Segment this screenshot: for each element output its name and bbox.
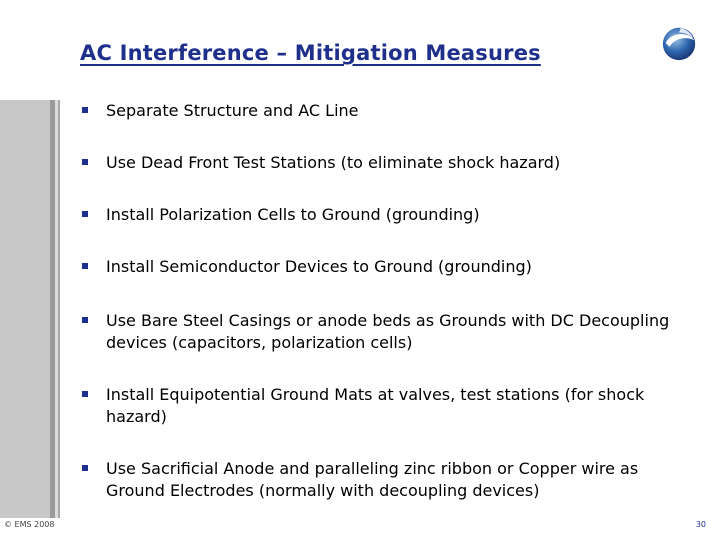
bullet-marker-icon — [82, 317, 88, 323]
bullet-text: Use Dead Front Test Stations (to eliminate shock hazard) — [106, 153, 561, 172]
bullet-marker-icon — [82, 211, 88, 217]
bullet-marker-icon — [82, 263, 88, 269]
bullet-text: Install Semiconductor Devices to Ground (grounding) — [106, 257, 532, 276]
bullet-item — [82, 256, 692, 278]
bullet-text: Use Sacrificial Anode and paralleling zinc ribbon or Copper wire as Ground Electrodes (normally with decoupling devices) — [106, 459, 639, 500]
left-decorative-stripe — [58, 100, 60, 518]
bullet-text: Install Polarization Cells to Ground (grounding) — [106, 205, 480, 224]
globe-swirl-icon — [660, 24, 698, 62]
bullet-item — [82, 310, 692, 354]
left-decorative-bar — [0, 100, 50, 518]
bullet-item — [82, 384, 692, 428]
bullet-item — [82, 204, 692, 226]
bullet-marker-icon — [82, 107, 88, 113]
bullet-text: Install Equipotential Ground Mats at valves, test stations (for shock hazard) — [106, 385, 645, 426]
bullet-marker-icon — [82, 391, 88, 397]
bullet-marker-icon — [82, 465, 88, 471]
page-number: 30 — [695, 520, 706, 529]
bullet-item — [82, 458, 692, 502]
slide-title: AC Interference – Mitigation Measures — [80, 41, 541, 65]
bullet-text: Separate Structure and AC Line — [106, 101, 359, 120]
bullet-item — [82, 152, 692, 174]
bullet-item — [82, 100, 692, 122]
bullet-marker-icon — [82, 159, 88, 165]
bullet-text: Use Bare Steel Casings or anode beds as Grounds with DC Decoupling devices (capacitors, polarization cells) — [106, 311, 670, 352]
copyright-footer: © EMS 2008 — [4, 520, 55, 529]
